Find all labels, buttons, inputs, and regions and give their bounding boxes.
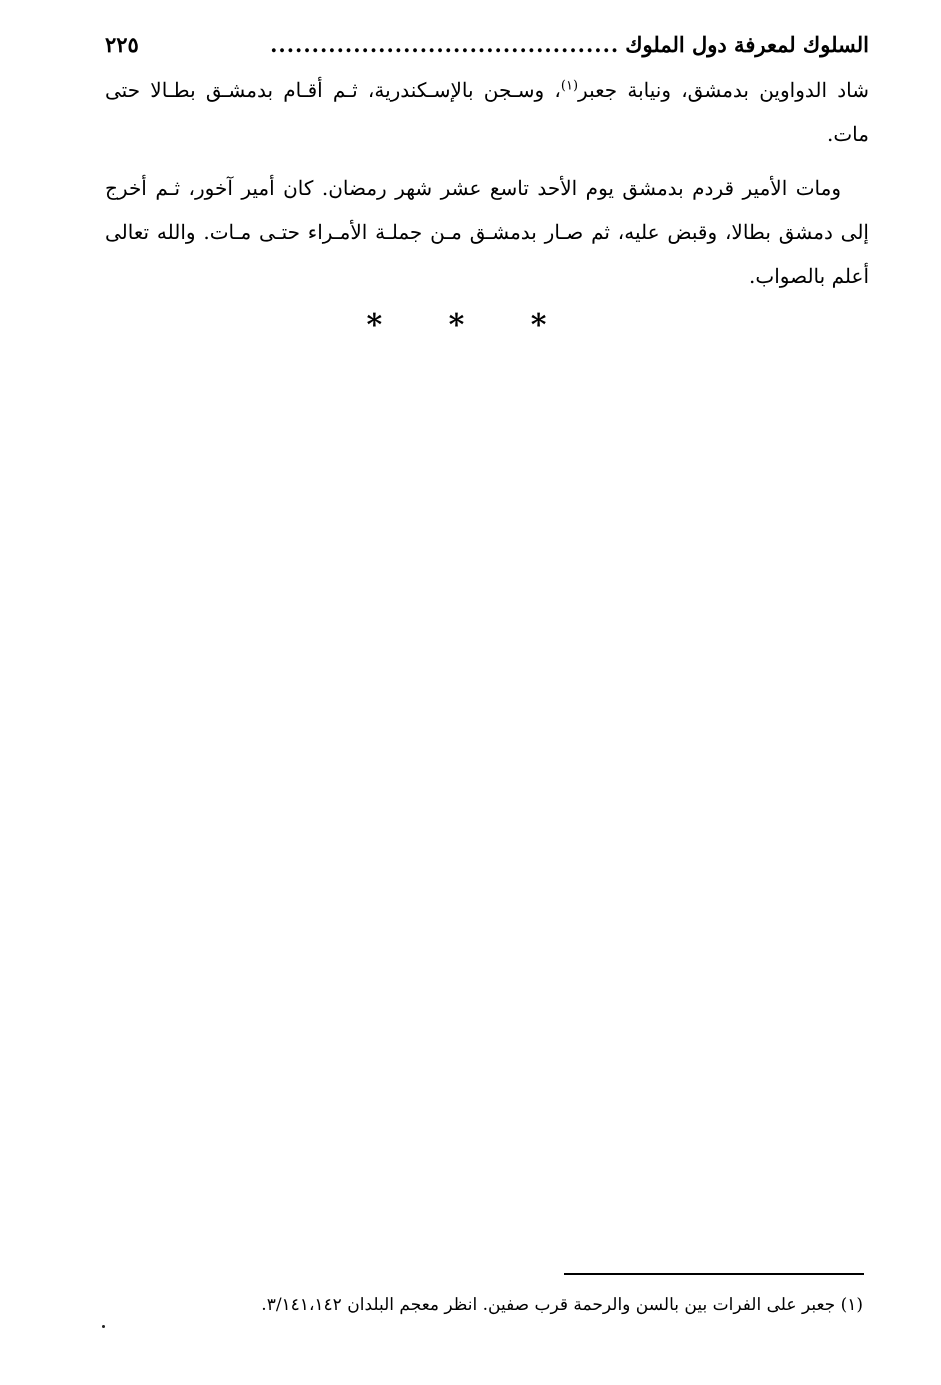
footnote-divider (564, 1273, 864, 1275)
paragraph-1-part-a: شاد الدواوين بدمشق، ونيابة جعبر (578, 78, 869, 102)
running-header (105, 28, 869, 62)
paragraph-1-part-b: ، وسـجن بالإسـكندرية، ثـم أقـام بدمشـق بطـالا حتى مات. (105, 78, 869, 146)
section-separator-asterisks: * * * (366, 308, 575, 343)
scan-speck (102, 1325, 105, 1328)
footnote: (١) جعبر على الفرات بين بالسن والرحمة قرب صفين. انظر معجم البلدان ٣/١٤١،١٤٢. (261, 1295, 863, 1315)
footnote-reference[interactable]: (١) (560, 78, 579, 94)
page-number: ٢٢٥ (105, 32, 139, 57)
book-title: السلوك لمعرفة دول الملوك (625, 32, 869, 57)
paragraph-2: ومات الأمير قردم بدمشق يوم الأحد تاسع عشر شهر رمضان. كان أمير آخور، ثـم أخرج إلى دمشق بطالا، وقبض عليه، ثم صـار بدمشـق مـن جملـة الأمـراء حتـى مـات. والله تعالى أعلم بالصواب. (105, 176, 869, 288)
paragraph-1 (105, 68, 869, 156)
body-text (105, 68, 869, 298)
header-leader-dots: .......................................... (270, 32, 620, 57)
